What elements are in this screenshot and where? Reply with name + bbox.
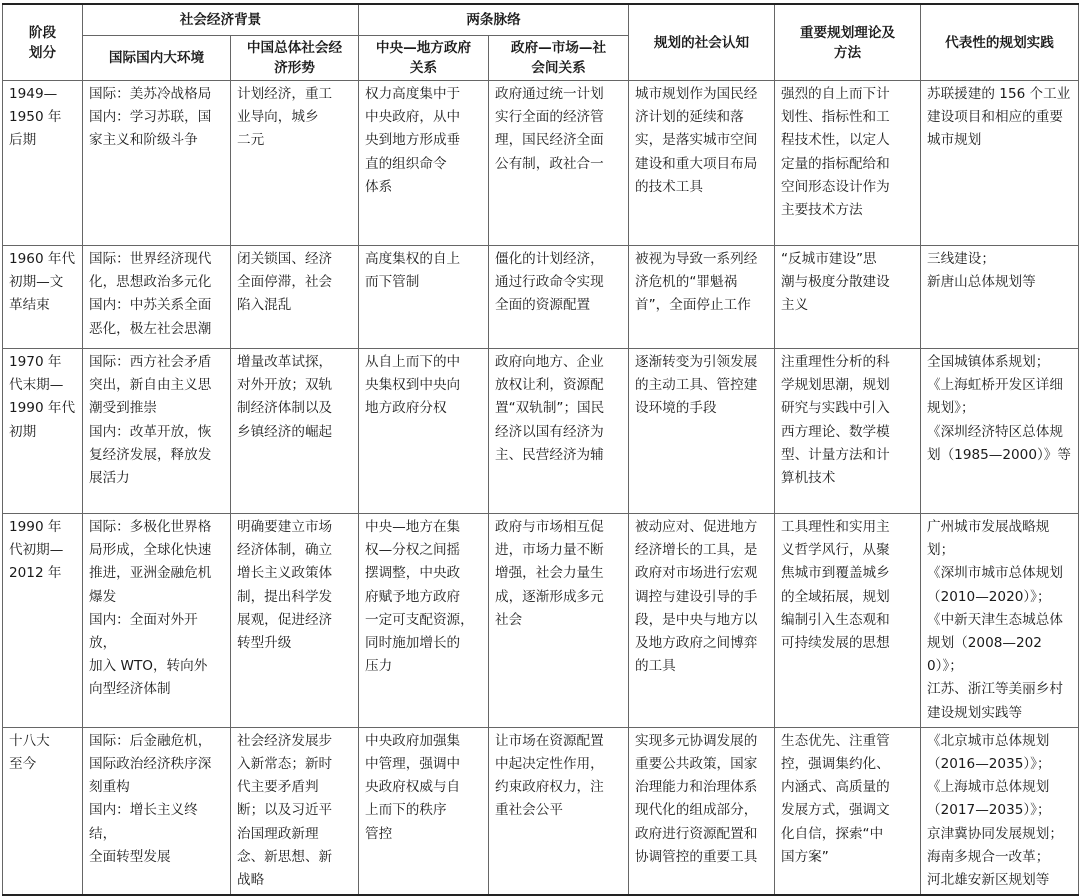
header-theory-methods: 重要规划理论及 方法 <box>775 4 921 81</box>
header-china-situation: 中国总体社会经 济形势 <box>231 36 359 81</box>
intl-cell: 国际：美苏冷战格局 国内：学习苏联，国 家主义和阶级斗争 <box>83 81 231 246</box>
china-cell: 闭关锁国、经济 全面停滞，社会 陷入混乱 <box>231 246 359 349</box>
gov-cell: 政府向地方、企业 放权让利，资源配 置“双轨制”；国民 经济以国有经济为 主、民营经济为辅 <box>489 349 629 514</box>
intl-cell: 国际：世界经济现代 化，思想政治多元化 国内：中苏关系全面 恶化，极左社会思潮 <box>83 246 231 349</box>
table-row <box>3 514 1079 728</box>
central-cell: 中央—地方在集 权—分权之间摇 摆调整，中央政 府赋予地方政府 一定可支配资源， 同时施加增长的 压力 <box>359 514 489 728</box>
china-cell: 增量改革试探， 对外开放；双轨 制经济体制以及 乡镇经济的崛起 <box>231 349 359 514</box>
table-row <box>3 81 1079 246</box>
cognition-cell: 被动应对、促进地方 经济增长的工具，是 政府对市场进行宏观 调控与建设引导的手 段，是中央与地方以 及地方政府之间博弈 的工具 <box>629 514 775 728</box>
theory-cell: 强烈的自上而下计 划性、指标性和工 程技术性，以定人 定量的指标配给和 空间形态设计作为 主要技术方法 <box>775 81 921 246</box>
central-cell: 中央政府加强集 中管理，强调中 央政府权威与自 上而下的秩序 管控 <box>359 727 489 895</box>
table-row <box>3 349 1079 514</box>
gov-cell: 僵化的计划经济， 通过行政命令实现 全面的资源配置 <box>489 246 629 349</box>
header-intl-domestic: 国际国内大环境 <box>83 36 231 81</box>
header-planning-cognition: 规划的社会认知 <box>629 4 775 81</box>
cognition-cell: 逐渐转变为引领发展 的主动工具、管控建 设环境的手段 <box>629 349 775 514</box>
cognition-cell: 实现多元协调发展的 重要公共政策，国家 治理能力和治理体系 现代化的组成部分， 政府进行资源配置和 协调管控的重要工具 <box>629 727 775 895</box>
table-row <box>3 727 1079 895</box>
theory-cell: 工具理性和实用主 义哲学风行，从聚 焦城市到覆盖城乡 的全域拓展，规划 编制引入生态观和 可持续发展的思想 <box>775 514 921 728</box>
gov-cell: 让市场在资源配置 中起决定性作用， 约束政府权力，注 重社会公平 <box>489 727 629 895</box>
theory-cell: 注重理性分析的科 学规划思潮，规划 研究与实践中引入 西方理论、数学模 型、计量方法和计 算机技术 <box>775 349 921 514</box>
practice-cell: 苏联援建的 156 个工业 建设项目和相应的重要 城市规划 <box>921 81 1079 246</box>
header-practices: 代表性的规划实践 <box>921 4 1079 81</box>
stage-cell: 1990 年 代初期— 2012 年 <box>3 514 83 728</box>
stage-cell: 1960 年代 初期—文 革结束 <box>3 246 83 349</box>
intl-cell: 国际：西方社会矛盾 突出，新自由主义思 潮受到推崇 国内：改革开放，恢 复经济发展，释放发 展活力 <box>83 349 231 514</box>
china-cell: 明确要建立市场 经济体制，确立 增长主义政策体 制，提出科学发 展观，促进经济 转型升级 <box>231 514 359 728</box>
gov-cell: 政府与市场相互促 进，市场力量不断 增强，社会力量生 成，逐渐形成多元 社会 <box>489 514 629 728</box>
theory-cell: 生态优先、注重管 控，强调集约化、 内涵式、高质量的 发展方式，强调文 化自信，探索“中 国方案” <box>775 727 921 895</box>
gov-cell: 政府通过统一计划 实行全面的经济管 理，国民经济全面 公有制，政社合一 <box>489 81 629 246</box>
china-cell: 社会经济发展步 入新常态；新时 代主要矛盾判 断；以及习近平 治国理政新理 念、新思想、新 战略 <box>231 727 359 895</box>
intl-cell: 国际：多极化世界格 局形成，全球化快速 推进，亚洲金融危机 爆发 国内：全面对外开放， 加入 WTO，转向外 向型经济体制 <box>83 514 231 728</box>
central-cell: 权力高度集中于 中央政府，从中 央到地方形成垂 直的组织命令 体系 <box>359 81 489 246</box>
stage-cell: 1949— 1950 年 后期 <box>3 81 83 246</box>
practice-cell: 《北京城市总体规划 （2016—2035）》； 《上海城市总体规划 （2017—2035）》； 京津冀协同发展规划； 海南多规合一改革； 河北雄安新区规划等 <box>921 727 1079 895</box>
theory-cell: “反城市建设”思 潮与极度分散建设 主义 <box>775 246 921 349</box>
header-stage: 阶段 划分 <box>3 4 83 81</box>
cognition-cell: 城市规划作为国民经 济计划的延续和落 实，是落实城市空间 建设和重大项目布局 的技术工具 <box>629 81 775 246</box>
header-gov-market: 政府—市场—社 会间关系 <box>489 36 629 81</box>
stage-cell: 十八大 至今 <box>3 727 83 895</box>
practice-cell: 广州城市发展战略规划； 《深圳市城市总体规划 （2010—2020）》； 《中新天津生态城总体 规划（2008—2020）》； 江苏、浙江等美丽乡村 建设规划实践等 <box>921 514 1079 728</box>
header-central-local: 中央—地方政府 关系 <box>359 36 489 81</box>
central-cell: 高度集权的自上 而下管制 <box>359 246 489 349</box>
header-two-threads: 两条脉络 <box>359 4 629 36</box>
china-cell: 计划经济，重工 业导向，城乡 二元 <box>231 81 359 246</box>
header-social-econ: 社会经济背景 <box>83 4 359 36</box>
cognition-cell: 被视为导致一系列经 济危机的“罪魁祸 首”，全面停止工作 <box>629 246 775 349</box>
stage-cell: 1970 年 代末期— 1990 年代 初期 <box>3 349 83 514</box>
planning-history-table <box>2 3 1079 896</box>
intl-cell: 国际：后金融危机， 国际政治经济秩序深 刻重构 国内：增长主义终结， 全面转型发展 <box>83 727 231 895</box>
central-cell: 从自上而下的中 央集权到中央向 地方政府分权 <box>359 349 489 514</box>
table-row <box>3 246 1079 349</box>
practice-cell: 全国城镇体系规划； 《上海虹桥开发区详细 规划》； 《深圳经济特区总体规 划（1985—2000）》等 <box>921 349 1079 514</box>
practice-cell: 三线建设； 新唐山总体规划等 <box>921 246 1079 349</box>
